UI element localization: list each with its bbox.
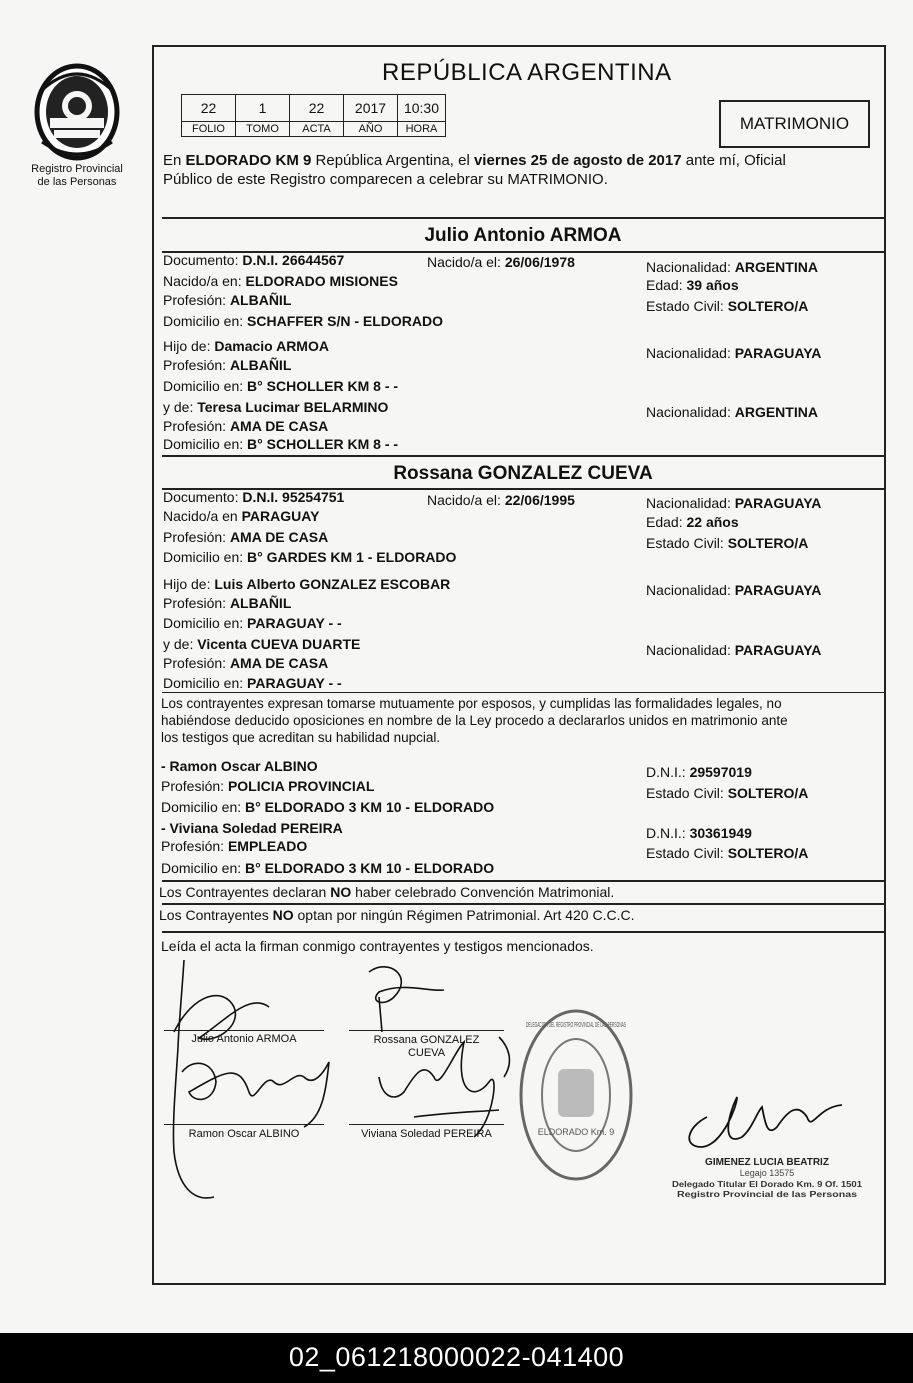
groom-mother-address: Domicilio en: B° SCHOLLER KM 8 - -	[163, 436, 399, 452]
folio-label: FOLIO	[182, 122, 236, 137]
groom-birth-date: Nacido/a el: 26/06/1978	[427, 254, 575, 270]
groom-document: Documento: D.N.I. 26644567	[163, 252, 345, 268]
divider	[162, 880, 884, 882]
groom-name: Julio Antonio ARMOA	[424, 225, 622, 246]
witness2-signature-line	[349, 1124, 504, 1125]
witness2-signature-label: Viviana Soledad PEREIRA	[361, 1128, 492, 1140]
convention-statement: Los Contrayentes declaran NO haber celebrado Convención Matrimonial.	[159, 884, 615, 900]
svg-text:Registro Provincial de las Per: Registro Provincial de las Personas	[677, 1190, 858, 1199]
divider	[162, 692, 884, 693]
year-value: 2017	[344, 95, 398, 122]
bride-age: Edad: 22 años	[646, 514, 739, 530]
groom-mother-profession: Profesión: AMA DE CASA	[163, 418, 329, 434]
bride-birth-date: Nacido/a el: 22/06/1995	[427, 492, 575, 508]
bride-father-nationality: Nacionalidad: PARAGUAYA	[646, 582, 822, 598]
bride-father: Hijo de: Luis Alberto GONZALEZ ESCOBAR	[163, 576, 451, 592]
groom-father-nationality: Nacionalidad: PARAGUAYA	[646, 345, 822, 361]
bride-civil-status: Estado Civil: SOLTERO/A	[646, 535, 809, 551]
witness1-dni: D.N.I.: 29597019	[646, 764, 752, 780]
declaration-text: Los contrayentes expresan tomarse mutuamente por esposos, y cumplidas las formalidades legales, no habiéndose deducido oposiciones en nombre de la Ley procedo a declararlos unidos en matrimonio ante los testigos que acreditan su habilidad nupcial.	[161, 696, 788, 745]
intro-place: ELDORADO KM 9	[185, 152, 312, 169]
record-type-box: MATRIMONIO	[719, 100, 870, 148]
marriage-certificate	[152, 45, 886, 1285]
regime-statement: Los Contrayentes NO optan por ningún Régimen Patrimonial. Art 420 C.C.C.	[159, 907, 635, 923]
witness1-name: - Ramon Oscar ALBINO	[161, 758, 318, 774]
svg-text:GIMENEZ LUCIA BEATRIZ: GIMENEZ LUCIA BEATRIZ	[705, 1157, 829, 1168]
bride-father-address: Domicilio en: PARAGUAY - -	[163, 615, 342, 631]
witness2-dni: D.N.I.: 30361949	[646, 825, 752, 841]
hour-label: HORA	[398, 122, 446, 137]
witness1-profession: Profesión: POLICIA PROVINCIAL	[161, 778, 375, 794]
groom-profession: Profesión: ALBAÑIL	[163, 292, 292, 308]
acta-label: ACTA	[290, 122, 344, 137]
svg-text:DELEGACION DEL REGISTRO PROVIN: DELEGACION DEL REGISTRO PROVINCIAL DE LAS PERSONAS	[526, 1022, 627, 1029]
divider	[162, 931, 884, 933]
intro-paragraph: En ELDORADO KM 9 República Argentina, el viernes 25 de agosto de 2017 ante mí, Oficial Público de este Registro comparecen a celebrar su MATRIMONIO.	[163, 152, 786, 188]
groom-address: Domicilio en: SCHAFFER S/N - ELDORADO	[163, 313, 444, 329]
tomo-value: 1	[236, 95, 290, 122]
divider	[162, 455, 884, 457]
groom-signature-label: Julio Antonio ARMOA	[191, 1033, 297, 1045]
svg-text:Legajo 13575: Legajo 13575	[739, 1168, 795, 1178]
svg-text:Delegado Titular El Dorado Km.: Delegado Titular El Dorado Km. 9 Of. 1501	[672, 1180, 863, 1189]
bride-nationality: Nacionalidad: PARAGUAYA	[646, 495, 822, 511]
groom-father-profession: Profesión: ALBAÑIL	[163, 357, 292, 373]
groom-mother: y de: Teresa Lucimar BELARMINO	[163, 399, 389, 415]
bride-address: Domicilio en: B° GARDES KM 1 - ELDORADO	[163, 549, 457, 565]
bride-document: Documento: D.N.I. 95254751	[163, 489, 345, 505]
bride-signature-label: Rossana GONZALEZ CUEVA	[373, 1034, 480, 1059]
record-meta-table	[181, 94, 446, 137]
registry-caption: Registro Provincial de las Personas	[31, 163, 123, 188]
witness1-signature-line	[164, 1124, 324, 1125]
province-seal-logo	[32, 62, 122, 162]
witness2-profession: Profesión: EMPLEADO	[161, 838, 308, 854]
registry-office-stamp	[517, 1007, 635, 1183]
country-title: REPÚBLICA ARGENTINA	[382, 59, 672, 86]
svg-text:ELDORADO Km. 9: ELDORADO Km. 9	[537, 1127, 615, 1137]
closing-statement: Leída el acta la firman conmigo contrayentes y testigos mencionados.	[161, 938, 594, 954]
intro-date: viernes 25 de agosto de 2017	[473, 152, 682, 169]
groom-signature-line	[164, 1030, 324, 1031]
groom-nationality: Nacionalidad: ARGENTINA	[646, 259, 818, 275]
bride-father-profession: Profesión: ALBAÑIL	[163, 595, 292, 611]
hour-value: 10:30	[398, 95, 446, 122]
acta-value: 22	[290, 95, 344, 122]
witness2-name: - Viviana Soledad PEREIRA	[161, 820, 343, 836]
groom-civil-status: Estado Civil: SOLTERO/A	[646, 298, 809, 314]
folio-value: 22	[182, 95, 236, 122]
bride-mother: y de: Vicenta CUEVA DUARTE	[163, 636, 361, 652]
divider	[162, 217, 884, 219]
bride-mother-nationality: Nacionalidad: PARAGUAYA	[646, 642, 822, 658]
bride-mother-address: Domicilio en: PARAGUAY - -	[163, 675, 342, 691]
groom-father-address: Domicilio en: B° SCHOLLER KM 8 - -	[163, 378, 399, 394]
groom-mother-nationality: Nacionalidad: ARGENTINA	[646, 404, 818, 420]
tomo-label: TOMO	[236, 122, 290, 137]
divider	[162, 903, 884, 905]
bride-mother-profession: Profesión: AMA DE CASA	[163, 655, 329, 671]
bride-name: Rossana GONZALEZ CUEVA	[393, 463, 653, 484]
witness1-signature-label: Ramon Oscar ALBINO	[188, 1128, 300, 1140]
bride-birth-place: Nacido/a en PARAGUAY	[163, 508, 320, 524]
official-signature-block	[667, 1077, 867, 1197]
witness2-civil-status: Estado Civil: SOLTERO/A	[646, 845, 809, 861]
bride-signature-line	[349, 1030, 504, 1031]
year-label: AÑO	[344, 122, 398, 137]
groom-birth-place: Nacido/a en: ELDORADO MISIONES	[163, 273, 398, 289]
groom-age: Edad: 39 años	[646, 277, 739, 293]
groom-father: Hijo de: Damacio ARMOA	[163, 338, 329, 354]
bride-profession: Profesión: AMA DE CASA	[163, 529, 329, 545]
document-code: 02_061218000022-041400	[0, 1333, 913, 1383]
witness2-address: Domicilio en: B° ELDORADO 3 KM 10 - ELDORADO	[161, 860, 495, 876]
witness1-civil-status: Estado Civil: SOLTERO/A	[646, 785, 809, 801]
witness1-address: Domicilio en: B° ELDORADO 3 KM 10 - ELDORADO	[161, 799, 495, 815]
